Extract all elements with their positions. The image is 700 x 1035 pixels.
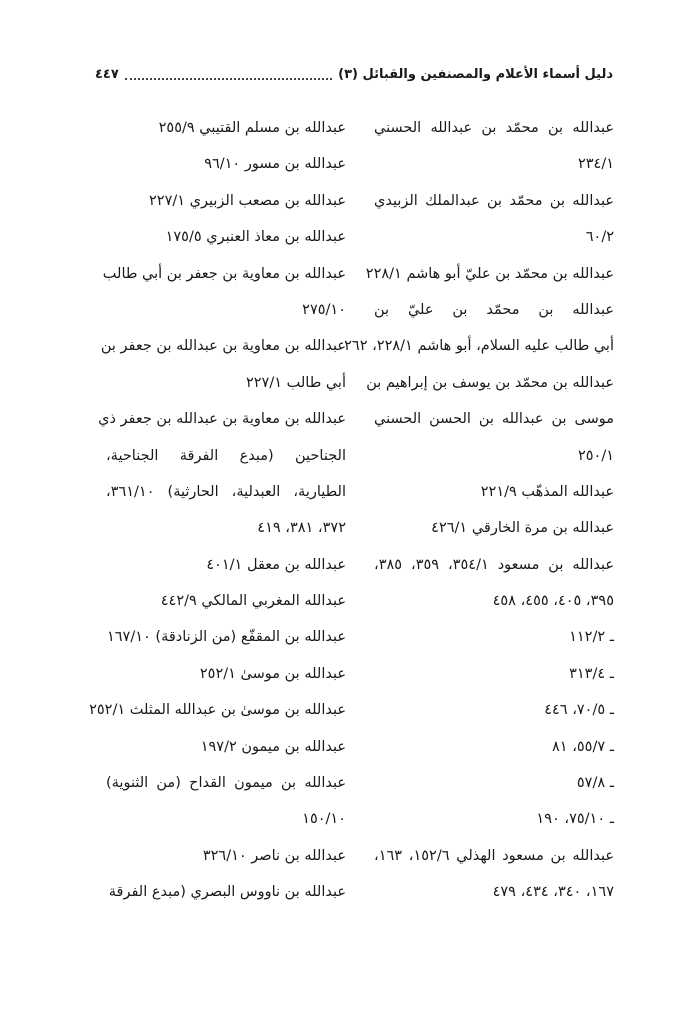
index-entry-line: عبدالله بن ميمون ١٩٧/٢ bbox=[200, 738, 346, 755]
index-entry-line: ـ ٥٧/٨ bbox=[576, 775, 614, 792]
index-column-left bbox=[89, 110, 346, 911]
index-entry-line: عبدالله المغربي المالكي ٤٤٢/٩ bbox=[160, 593, 346, 610]
index-entry-line: ٦٠/٢ bbox=[585, 229, 614, 246]
index-entry-line: عبدالله بن مرة الخارقي ٤٢٦/١ bbox=[431, 520, 614, 537]
index-entry-line: عبدالله بن معاذ العنبري ١٧٥/٥ bbox=[165, 229, 346, 246]
header-title: دليل أسماء الأعلام والمصنفين والقبائل (٣) bbox=[338, 66, 613, 82]
index-entry-line: عبدالله بن محمّد بن عبدالملك الزبيدي bbox=[374, 192, 614, 209]
index-entry-line: ٢٧٥/١٠ bbox=[302, 301, 346, 318]
index-entry-line: ٣٧٢، ٣٨١، ٤١٩ bbox=[257, 520, 346, 537]
index-entry-line: عبدالله بن مسعود الهذلي ١٥٢/٦، ١٦٣، bbox=[374, 847, 614, 864]
index-entry-line: عبدالله بن محمّد بن عبدالله الحسني bbox=[374, 120, 614, 136]
index-entry-line: عبدالله المذهّب ٢٢١/٩ bbox=[480, 483, 614, 500]
index-entry-line: أبي طالب عليه السلام، أبو هاشم ٢٢٨/١، ٢٦٢ bbox=[344, 338, 614, 355]
running-header bbox=[95, 62, 613, 86]
index-entry-line: عبدالله بن معاوية بن عبدالله بن جعفر ذي bbox=[98, 411, 346, 428]
index-entry-line: عبدالله بن مسلم القتيبي ٢٥٥/٩ bbox=[158, 120, 346, 136]
index-entry-line: عبدالله بن المقفّع (من الزنادقة) ١٦٧/١٠ bbox=[106, 629, 346, 646]
index-entry-line: عبدالله بن معاوية بن جعفر بن أبي طالب bbox=[102, 265, 346, 282]
index-entry-line: الطيارية، العبدلية، الحارثية) ٣٦١/١٠، bbox=[106, 483, 346, 500]
index-entry-line: ـ ٧٥/١٠، ١٩٠ bbox=[536, 811, 614, 828]
index-entry-line: ٢٣٤/١ bbox=[577, 156, 614, 173]
index-entry-line: موسى بن عبدالله بن الحسن الحسني bbox=[374, 411, 614, 428]
index-entry-line: ١٥٠/١٠ bbox=[302, 811, 346, 828]
index-entry-line: عبدالله بن ناووس البصري (مبدع الفرقة bbox=[108, 884, 346, 901]
index-entry-line: عبدالله بن محمّد بن عليّ بن bbox=[374, 301, 614, 318]
index-entry-line: عبدالله بن مسور ٩٦/١٠ bbox=[204, 156, 346, 173]
index-entry-line: أبي طالب ٢٢٧/١ bbox=[245, 374, 346, 391]
index-entry-line: عبدالله بن مسعود ٣٥٤/١، ٣٥٩، ٣٨٥، bbox=[374, 556, 614, 573]
page-number: ٤٤٧ bbox=[95, 66, 119, 82]
index-entry-line: ـ ١١٢/٢ bbox=[569, 629, 614, 646]
index-entry-line: عبدالله بن معقل ٤٠١/١ bbox=[206, 556, 346, 573]
index-entry-line: عبدالله بن معاوية بن عبدالله بن جعفر بن bbox=[100, 338, 346, 355]
index-column-right bbox=[344, 110, 614, 911]
index-entry-line: الجناحين (مبدع الفرقة الجناحية، bbox=[106, 447, 346, 464]
index-entry-line: عبدالله بن موسىٰ بن عبدالله المثلث ٢٥٢/١ bbox=[89, 702, 346, 719]
index-entry-line: عبدالله بن محمّد بن عليّ أبو هاشم ٢٢٨/١ bbox=[365, 265, 614, 282]
index-entry-line: ٢٥٠/١ bbox=[577, 447, 614, 464]
index-entry-line: عبدالله بن موسىٰ ٢٥٢/١ bbox=[199, 665, 346, 682]
index-entry-line: عبدالله بن محمّد بن يوسف بن إبراهيم بن bbox=[366, 374, 614, 391]
index-entry-line: ٣٩٥، ٤٠٥، ٤٥٥، ٤٥٨ bbox=[492, 593, 614, 610]
index-entry-line: ـ ٣١٣/٤ bbox=[569, 665, 614, 682]
index-entry-line: ـ ٥٥/٧، ٨١ bbox=[552, 738, 614, 755]
index-entry-line: عبدالله بن مصعب الزبيري ٢٢٧/١ bbox=[149, 192, 346, 209]
index-entry-line: ١٦٧، ٣٤٠، ٤٣٤، ٤٧٩ bbox=[492, 884, 614, 901]
index-entry-line: ـ ٧٠/٥، ٤٤٦ bbox=[544, 702, 614, 719]
dotted-leader bbox=[125, 68, 332, 80]
index-entry-line: عبدالله بن ميمون القداح (من الثنوية) bbox=[106, 775, 346, 792]
index-entry-line: عبدالله بن ناصر ٣٢٦/١٠ bbox=[202, 847, 346, 864]
